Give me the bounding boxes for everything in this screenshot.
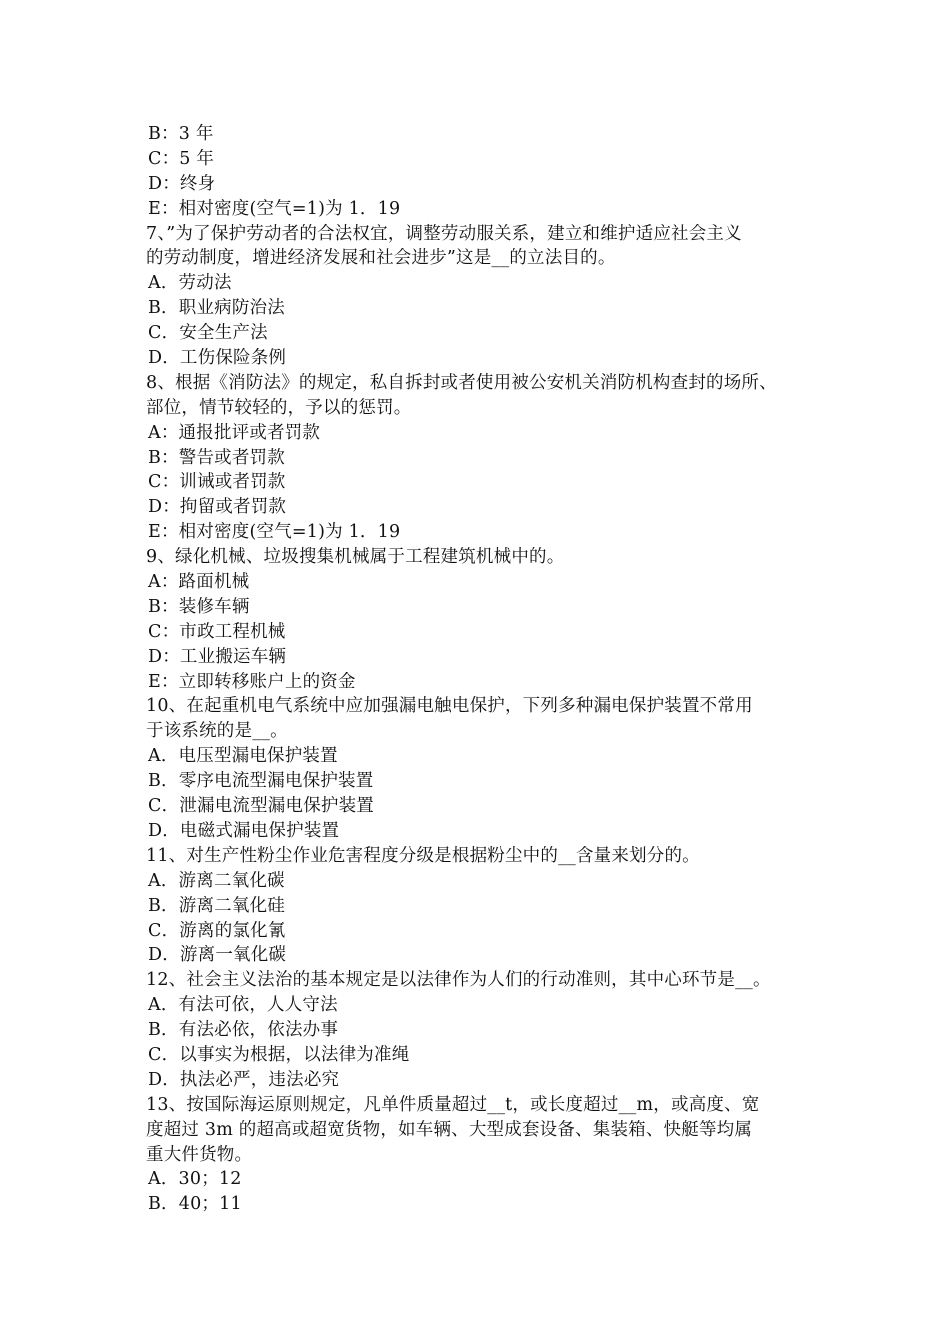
question-text-line: 13、按国际海运原则规定，凡单件质量超过__t，或长度超过__m，或高度、宽 (146, 1094, 760, 1115)
answer-option-line: B：警告或者罚款 (148, 447, 285, 468)
question-text-line: 重大件货物。 (146, 1144, 253, 1165)
document-body (146, 122, 826, 1217)
answer-option-line: D．电磁式漏电保护装置 (148, 820, 340, 841)
answer-option-line: C．游离的氯化氰 (148, 920, 286, 941)
answer-option-line: B．40；11 (148, 1194, 242, 1215)
question-text-line: 11、对生产性粉尘作业危害程度分级是根据粉尘中的__含量来划分的。 (146, 845, 700, 866)
question-text-line: 10、在起重机电气系统中应加强漏电触电保护，下列多种漏电保护装置不常用 (146, 696, 753, 717)
answer-option-line: A．有法可依，人人守法 (148, 995, 338, 1016)
question-text-line: 8、根据《消防法》的规定，私自拆封或者使用被公安机关消防机构查封的场所、 (146, 372, 777, 393)
answer-option-line: E：相对密度(空气=1)为 1．19 (148, 198, 401, 219)
answer-option-line: E：相对密度(空气=1)为 1．19 (148, 522, 401, 543)
question-text-line: 于该系统的是__。 (146, 721, 288, 742)
answer-option-line: A．游离二氧化碳 (148, 870, 285, 891)
answer-option-line: B：装修车辆 (148, 596, 250, 617)
answer-option-line: B．有法必依，依法办事 (148, 1020, 339, 1041)
answer-option-line: D．执法必严，违法必究 (148, 1069, 340, 1090)
answer-option-line: A．电压型漏电保护装置 (148, 746, 338, 767)
question-text-line: 度超过 3m 的超高或超宽货物，如车辆、大型成套设备、集装箱、快艇等均属 (146, 1119, 753, 1140)
answer-option-line: D：终身 (148, 173, 216, 194)
question-text-line: 的劳动制度，增进经济发展和社会进步”这是__的立法目的。 (146, 248, 616, 269)
answer-option-line: E：立即转移账户上的资金 (148, 671, 356, 692)
answer-option-line: A．30；12 (148, 1169, 242, 1190)
answer-option-line: B．职业病防治法 (148, 298, 285, 319)
question-text-line: 9、绿化机械、垃圾搜集机械属于工程建筑机械中的。 (146, 547, 565, 568)
question-text-line: 部位，情节较轻的，予以的惩罚。 (146, 397, 412, 418)
question-text-line: 12、社会主义法治的基本规定是以法律作为人们的行动准则，其中心环节是__。 (146, 970, 771, 991)
answer-option-line: A．劳动法 (148, 273, 232, 294)
answer-option-line: C．安全生产法 (148, 323, 268, 344)
question-text-line: 7、”为了保护劳动者的合法权宜，调整劳动服关系，建立和维护适应社会主义 (146, 223, 742, 244)
answer-option-line: A：通报批评或者罚款 (148, 422, 321, 443)
answer-option-line: B：3 年 (148, 124, 214, 144)
answer-option-line: D：工业搬运车辆 (148, 646, 287, 667)
answer-option-line: B．零序电流型漏电保护装置 (148, 771, 374, 792)
answer-option-line: D：拘留或者罚款 (148, 497, 287, 518)
answer-option-line: C．泄漏电流型漏电保护装置 (148, 796, 374, 817)
answer-option-line: C．以事实为根据，以法律为准绳 (148, 1044, 410, 1065)
answer-option-line: C：训诫或者罚款 (148, 472, 286, 493)
answer-option-line: C：市政工程机械 (148, 621, 286, 642)
answer-option-line: A：路面机械 (148, 572, 250, 593)
answer-option-line: C：5 年 (148, 148, 215, 169)
answer-option-line: D．工伤保险条例 (148, 348, 287, 369)
answer-option-line: B．游离二氧化硅 (148, 895, 285, 916)
answer-option-line: D．游离一氧化碳 (148, 945, 287, 966)
